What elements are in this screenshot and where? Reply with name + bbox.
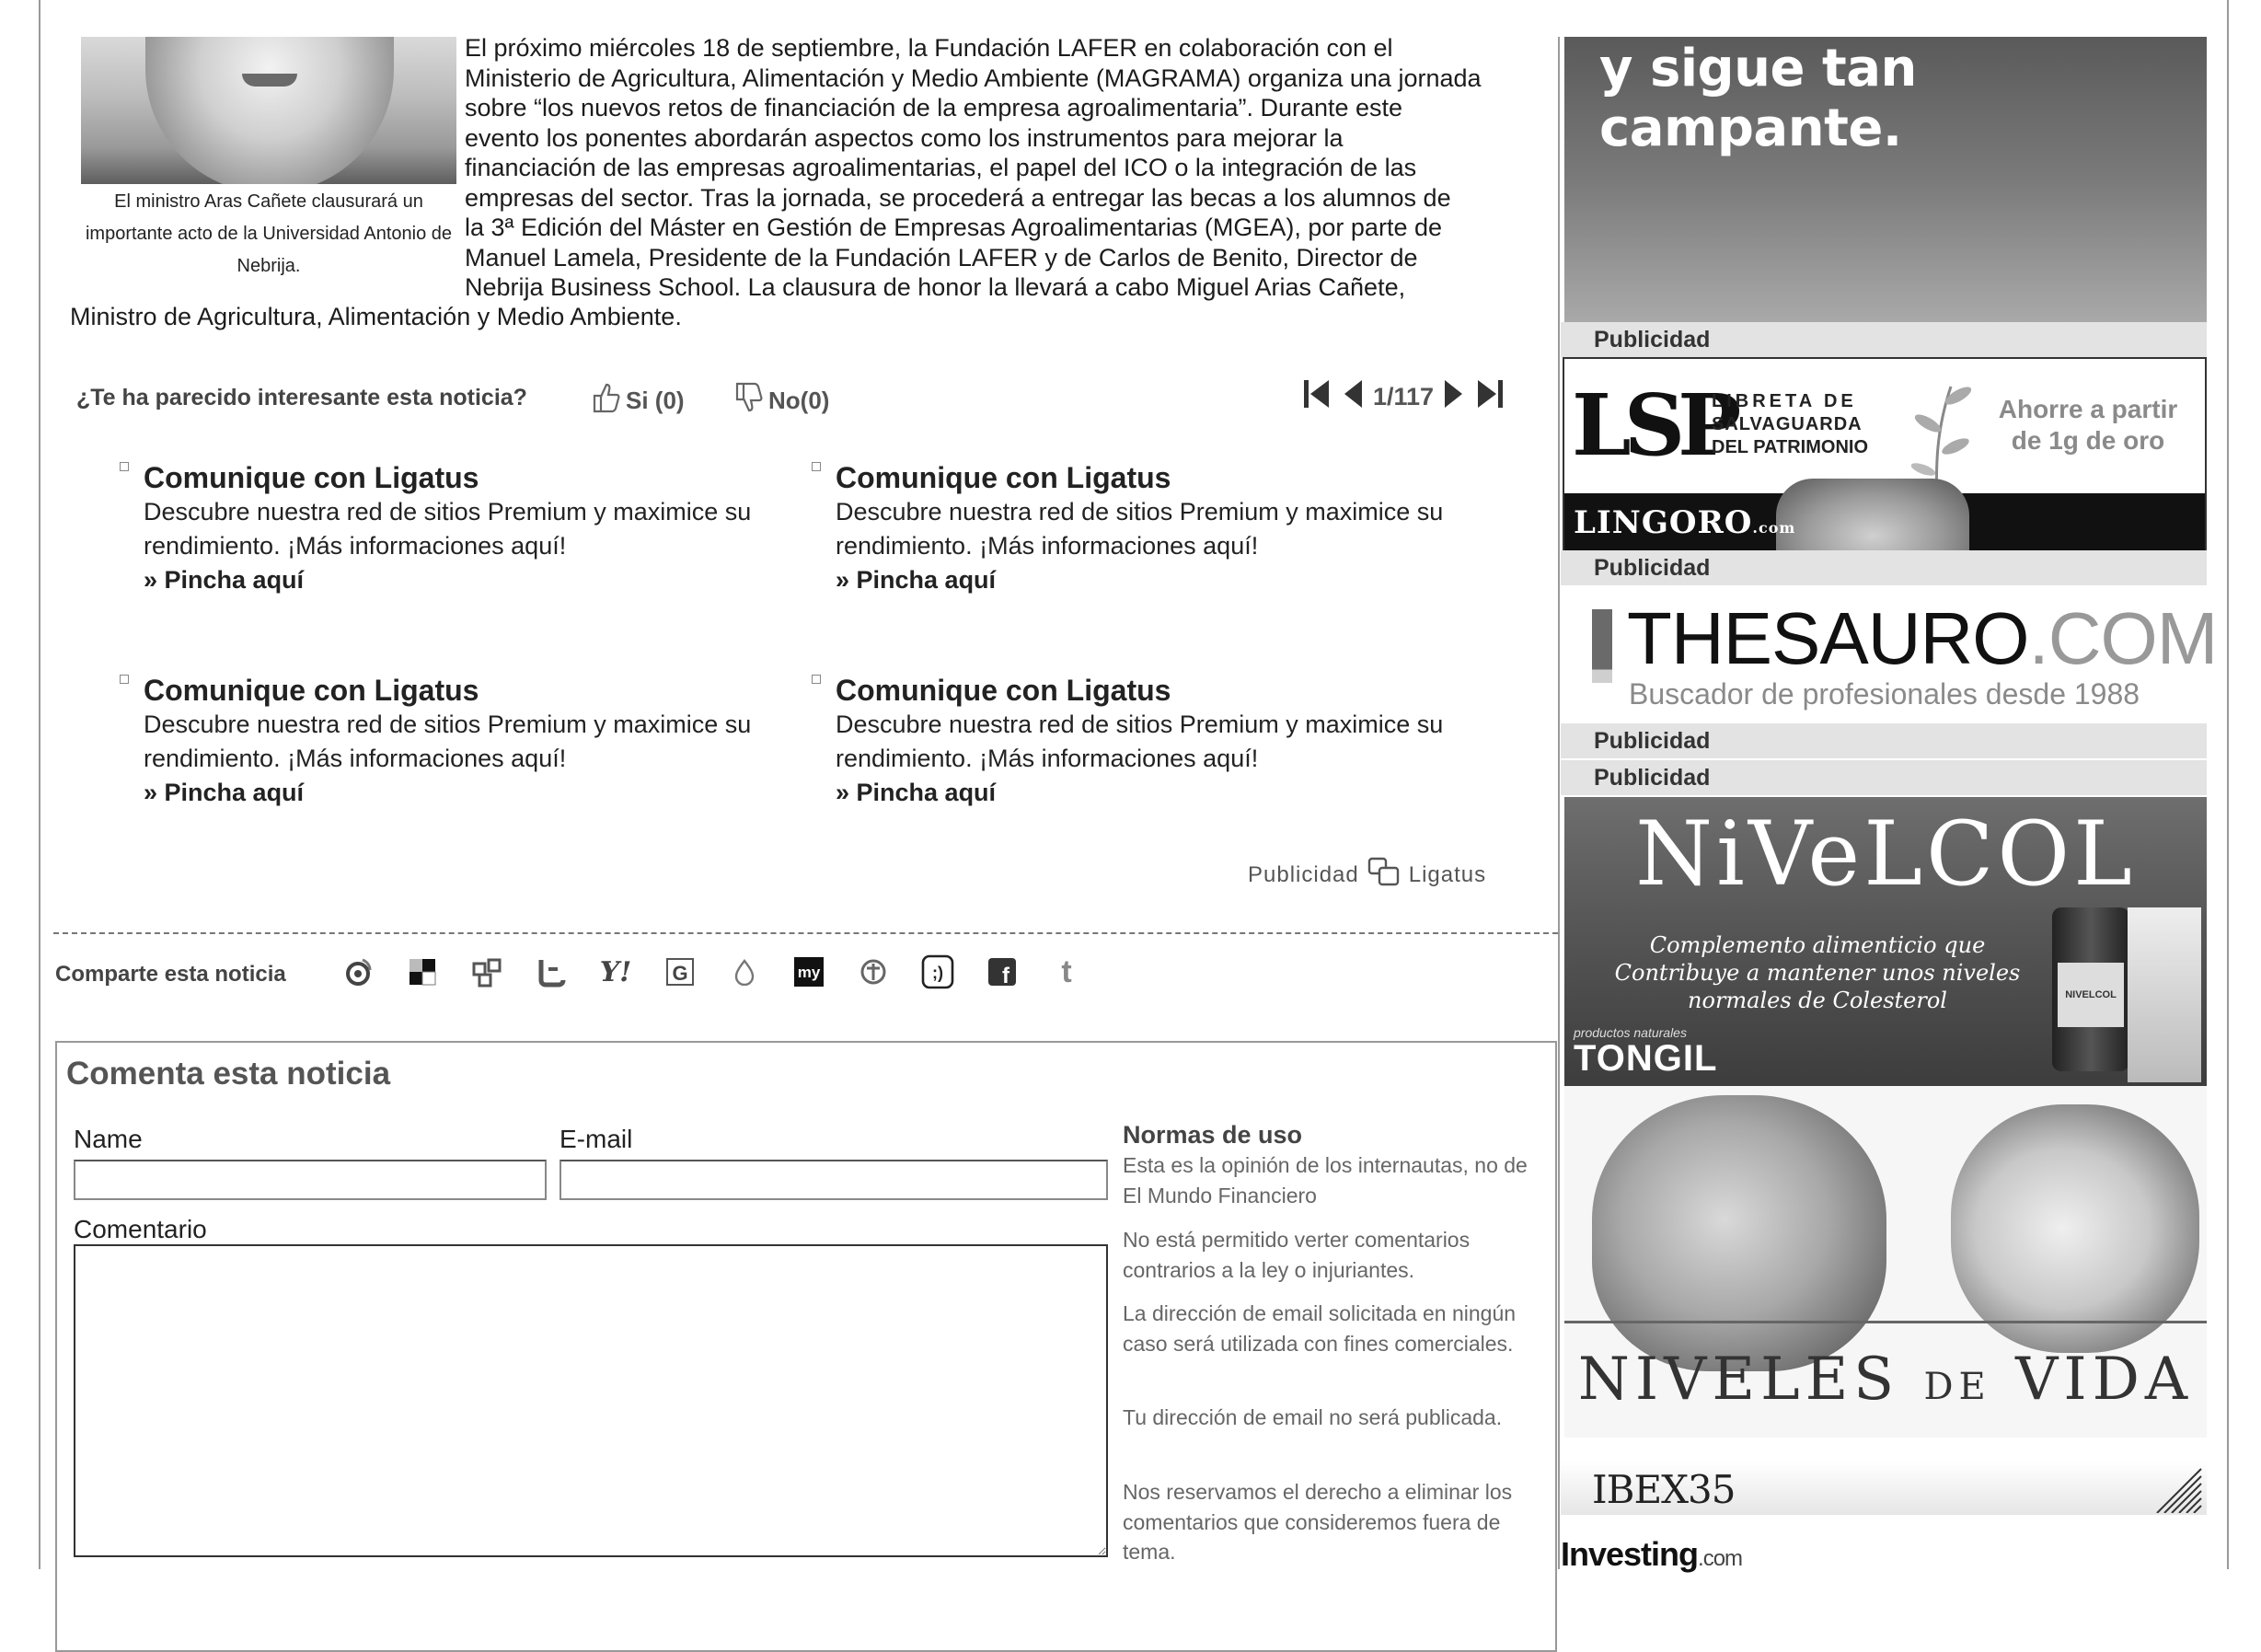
thesauro-banner-ad[interactable] xyxy=(1563,589,2218,723)
investing-suffix: .com xyxy=(1698,1546,1743,1571)
nivelcol-banner-ad[interactable] xyxy=(1564,797,2207,1086)
ligatus-item[interactable] xyxy=(836,673,1517,810)
article-line: la 3ª Edición del Máster en Gestión de Empresas Agroalimentarias (MGEA), por parte de xyxy=(465,214,1442,241)
comment-textarea[interactable] xyxy=(74,1244,1108,1557)
supplement-jar-icon xyxy=(2052,907,2129,1071)
digg-icon[interactable] xyxy=(465,950,509,994)
technorati-icon[interactable] xyxy=(851,950,895,994)
drop-icon[interactable] xyxy=(722,950,767,994)
ligatus-title[interactable]: Comunique con Ligatus xyxy=(144,461,479,494)
photo-beard xyxy=(145,37,394,184)
lsp-name xyxy=(1712,390,1868,459)
ligatus-logo-icon xyxy=(1367,856,1402,894)
vote-yes-label: Si (0) xyxy=(626,387,685,414)
section-divider xyxy=(53,932,1558,934)
svg-text:f: f xyxy=(1002,964,1009,987)
top-ad-slogan: y sigue tan campante. xyxy=(1599,39,1917,158)
man-face-image xyxy=(1592,1095,1886,1371)
niveles-word: NIVELES xyxy=(1577,1346,1900,1414)
ligatus-brand: Ligatus xyxy=(1408,861,1487,887)
article-line: financiación de las empresas agroalimentarias, el papel del ICO o la integración de las xyxy=(465,154,1417,181)
vote-no-label: No(0) xyxy=(768,387,830,414)
nivelcol-logo: NiVeLCOL xyxy=(1635,803,2136,906)
comment-title: Comenta esta noticia xyxy=(66,1056,391,1092)
ligatus-footer-label: Publicidad xyxy=(1248,861,1359,887)
tongil-brand: TONGIL xyxy=(1574,1038,1718,1079)
ligatus-title[interactable]: Comunique con Ligatus xyxy=(836,674,1171,707)
lsp-line: LIBRETA DE xyxy=(1712,391,1857,411)
yahoo-icon[interactable]: Y! xyxy=(599,955,632,988)
comment-label: Comentario xyxy=(74,1215,207,1243)
lingoro-name: LINGORO xyxy=(1574,504,1753,541)
article-line: Manuel Lamela, Presidente de la Fundación LAFER y de Carlos de Benito, Director de xyxy=(465,243,1418,271)
supplement-box-icon xyxy=(2128,907,2201,1082)
article-line: sobre “los nuevos retos de financiación de la empresa agroalimentaria”. Durante este xyxy=(465,94,1403,121)
publicidad-label: Publicidad xyxy=(1561,322,2207,357)
blogger-icon[interactable] xyxy=(529,950,573,994)
ligatus-item[interactable] xyxy=(144,673,825,810)
resize-grip-icon xyxy=(2151,1465,2203,1518)
article-last-line: Ministro de Agricultura, Alimentación y Medio Ambiente. xyxy=(70,303,682,330)
first-page-icon[interactable] xyxy=(1301,377,1332,417)
article-line: El próximo miércoles 18 de septiembre, la Fundación LAFER en colaboración con el xyxy=(465,34,1393,62)
investing-logo[interactable] xyxy=(1561,1535,1742,1574)
vote-question: ¿Te ha parecido interesante esta noticia? xyxy=(76,385,527,410)
article-line: empresas del sector. Tras la jornada, se procederá a entregar las becas a los alumnos de xyxy=(465,183,1451,212)
ligatus-more-link[interactable]: » Pincha aquí xyxy=(836,566,997,594)
rule-item: No está permitido verter comentarios contrarios a la ley o injuriantes. xyxy=(1123,1228,1471,1282)
lsp-line: DEL PATRIMONIO xyxy=(1712,437,1868,457)
myspace-icon[interactable] xyxy=(787,950,831,994)
rule-item: La dirección de email solicitada en ningún caso será utilizada con fines comerciales. xyxy=(1123,1301,1517,1356)
niveles-de-word: DE xyxy=(1923,1366,1991,1408)
thesauro-logo xyxy=(1627,597,2218,679)
thesauro-name: THESAURO xyxy=(1627,597,2029,679)
ligatus-desc: Descubre nuestra red de sitios Premium y maximice su rendimiento. ¡Más informaciones aquí! xyxy=(144,498,752,560)
niveles-de-vida-banner-ad[interactable] xyxy=(1564,1086,2207,1438)
publicidad-label: Publicidad xyxy=(1561,760,2207,795)
thesauro-bar-icon xyxy=(1592,609,1612,683)
ligatus-footer[interactable] xyxy=(1248,856,1486,894)
emoticon-icon[interactable] xyxy=(916,950,960,994)
share-icon-row xyxy=(336,950,1109,994)
thesauro-tld: .COM xyxy=(2028,597,2218,679)
ligatus-desc: Descubre nuestra red de sitios Premium y maximice su rendimiento. ¡Más informaciones aquí! xyxy=(144,710,752,772)
ligatus-item[interactable] xyxy=(836,460,1517,597)
lingoro-suffix: .com xyxy=(1752,519,1796,537)
delicious-icon[interactable] xyxy=(400,950,444,994)
ligatus-more-link[interactable]: » Pincha aquí xyxy=(144,566,305,594)
vote-no-button[interactable] xyxy=(733,381,829,421)
lsp-promo-line: de 1g de oro xyxy=(2011,426,2165,455)
pager-count: 1/117 xyxy=(1373,382,1435,410)
thumbs-down-icon xyxy=(733,381,765,421)
ligatus-desc: Descubre nuestra red de sitios Premium y maximice su rendimiento. ¡Más informaciones aquí! xyxy=(836,498,1444,560)
ibex35-widget[interactable] xyxy=(1561,1461,2207,1515)
article-line: Nebrija Business School. La clausura de honor la llevará a cabo Miguel Arias Cañete, xyxy=(465,273,1406,301)
ibex35-label: IBEX35 xyxy=(1592,1467,1736,1512)
rules-title: Normas de uso xyxy=(1123,1121,1303,1149)
lsp-line: SALVAGUARDA xyxy=(1712,414,1863,434)
google-icon[interactable] xyxy=(658,950,702,994)
nivelcol-line: normales de Colesterol xyxy=(1688,988,1947,1013)
thumbs-up-icon xyxy=(591,381,622,421)
photo-mouth xyxy=(242,74,297,87)
bullet-icon xyxy=(120,675,129,684)
bullet-icon xyxy=(120,462,129,471)
article-pager xyxy=(1301,375,1505,418)
svg-text:;): ;) xyxy=(932,964,943,982)
tuenti-icon[interactable]: t xyxy=(1061,953,1072,989)
coins-pile-icon xyxy=(1776,479,1969,550)
rule-item: Esta es la opinión de los internautas, no de El Mundo Financiero xyxy=(1123,1153,1528,1207)
name-input[interactable] xyxy=(74,1160,547,1200)
article-line: evento los ponentes abordarán aspectos como los instrumentos para mejorar la xyxy=(465,123,1344,152)
banner-rule xyxy=(1564,1321,2207,1323)
name-label: Name xyxy=(74,1125,143,1153)
lingoro-brand xyxy=(1574,504,1795,541)
article-photo xyxy=(81,37,456,184)
publicidad-label: Publicidad xyxy=(1561,550,2207,585)
nivelcol-small: productos naturales xyxy=(1574,1025,1687,1040)
ligatus-more-link[interactable]: » Pincha aquí xyxy=(836,779,997,806)
meneame-icon[interactable] xyxy=(336,950,380,994)
rule-item: Tu dirección de email no será publicada. xyxy=(1123,1405,1503,1429)
email-input[interactable] xyxy=(559,1160,1108,1200)
prev-page-icon[interactable] xyxy=(1342,377,1364,417)
share-label: Comparte esta noticia xyxy=(55,962,286,987)
vida-word: VIDA xyxy=(2015,1346,2194,1414)
ligatus-title[interactable]: Comunique con Ligatus xyxy=(836,461,1171,494)
lsp-banner-ad[interactable] xyxy=(1563,357,2207,552)
ligatus-item[interactable] xyxy=(144,460,825,597)
content-divider xyxy=(1558,37,1560,1569)
lsp-logo: LSP xyxy=(1572,375,1735,475)
niveles-headline xyxy=(1564,1346,2207,1414)
nivelcol-line: Complemento alimenticio que xyxy=(1649,932,1986,958)
jar-label: NIVELCOL xyxy=(2058,963,2124,1027)
nivelcol-line: Contribuye a mantener unos niveles xyxy=(1614,960,2021,986)
ligatus-desc: Descubre nuestra red de sitios Premium y maximice su rendimiento. ¡Más informaciones aquí! xyxy=(836,710,1444,772)
bullet-icon xyxy=(812,462,821,471)
publicidad-label: Publicidad xyxy=(1561,723,2207,758)
bullet-icon xyxy=(812,675,821,684)
page-right-border xyxy=(2227,0,2229,1569)
photo-caption: El ministro Aras Cañete clausurará un importante acto de la Universidad Antonio de Nebrija. xyxy=(85,191,453,276)
svg-text:G: G xyxy=(672,962,688,985)
article-line: Ministerio de Agricultura, Alimentación y Medio Ambiente (MAGRAMA) organiza una jornada xyxy=(465,64,1482,92)
lsp-promo-line: Ahorre a partir xyxy=(1998,395,2178,423)
woman-face-image xyxy=(1951,1104,2199,1353)
investing-name: Investing xyxy=(1561,1535,1699,1573)
next-page-icon[interactable] xyxy=(1443,377,1465,417)
ligatus-title[interactable]: Comunique con Ligatus xyxy=(144,674,479,707)
facebook-icon[interactable] xyxy=(980,950,1024,994)
page-left-border xyxy=(39,0,40,1569)
rule-item: Nos reservamos el derecho a eliminar los comentarios que consideremos fuera de tema. xyxy=(1123,1480,1513,1564)
email-label: E-mail xyxy=(559,1125,633,1153)
nivelcol-copy xyxy=(1601,931,2034,1014)
lsp-promo xyxy=(1982,394,2194,456)
top-banner-ad[interactable] xyxy=(1564,37,2207,322)
vote-yes-button[interactable] xyxy=(591,381,685,421)
thesauro-tagline: Buscador de profesionales desde 1988 xyxy=(1629,677,2140,710)
svg-text:my: my xyxy=(797,964,821,981)
last-page-icon[interactable] xyxy=(1474,377,1505,417)
article-body xyxy=(465,33,1532,303)
ligatus-more-link[interactable]: » Pincha aquí xyxy=(144,779,305,806)
